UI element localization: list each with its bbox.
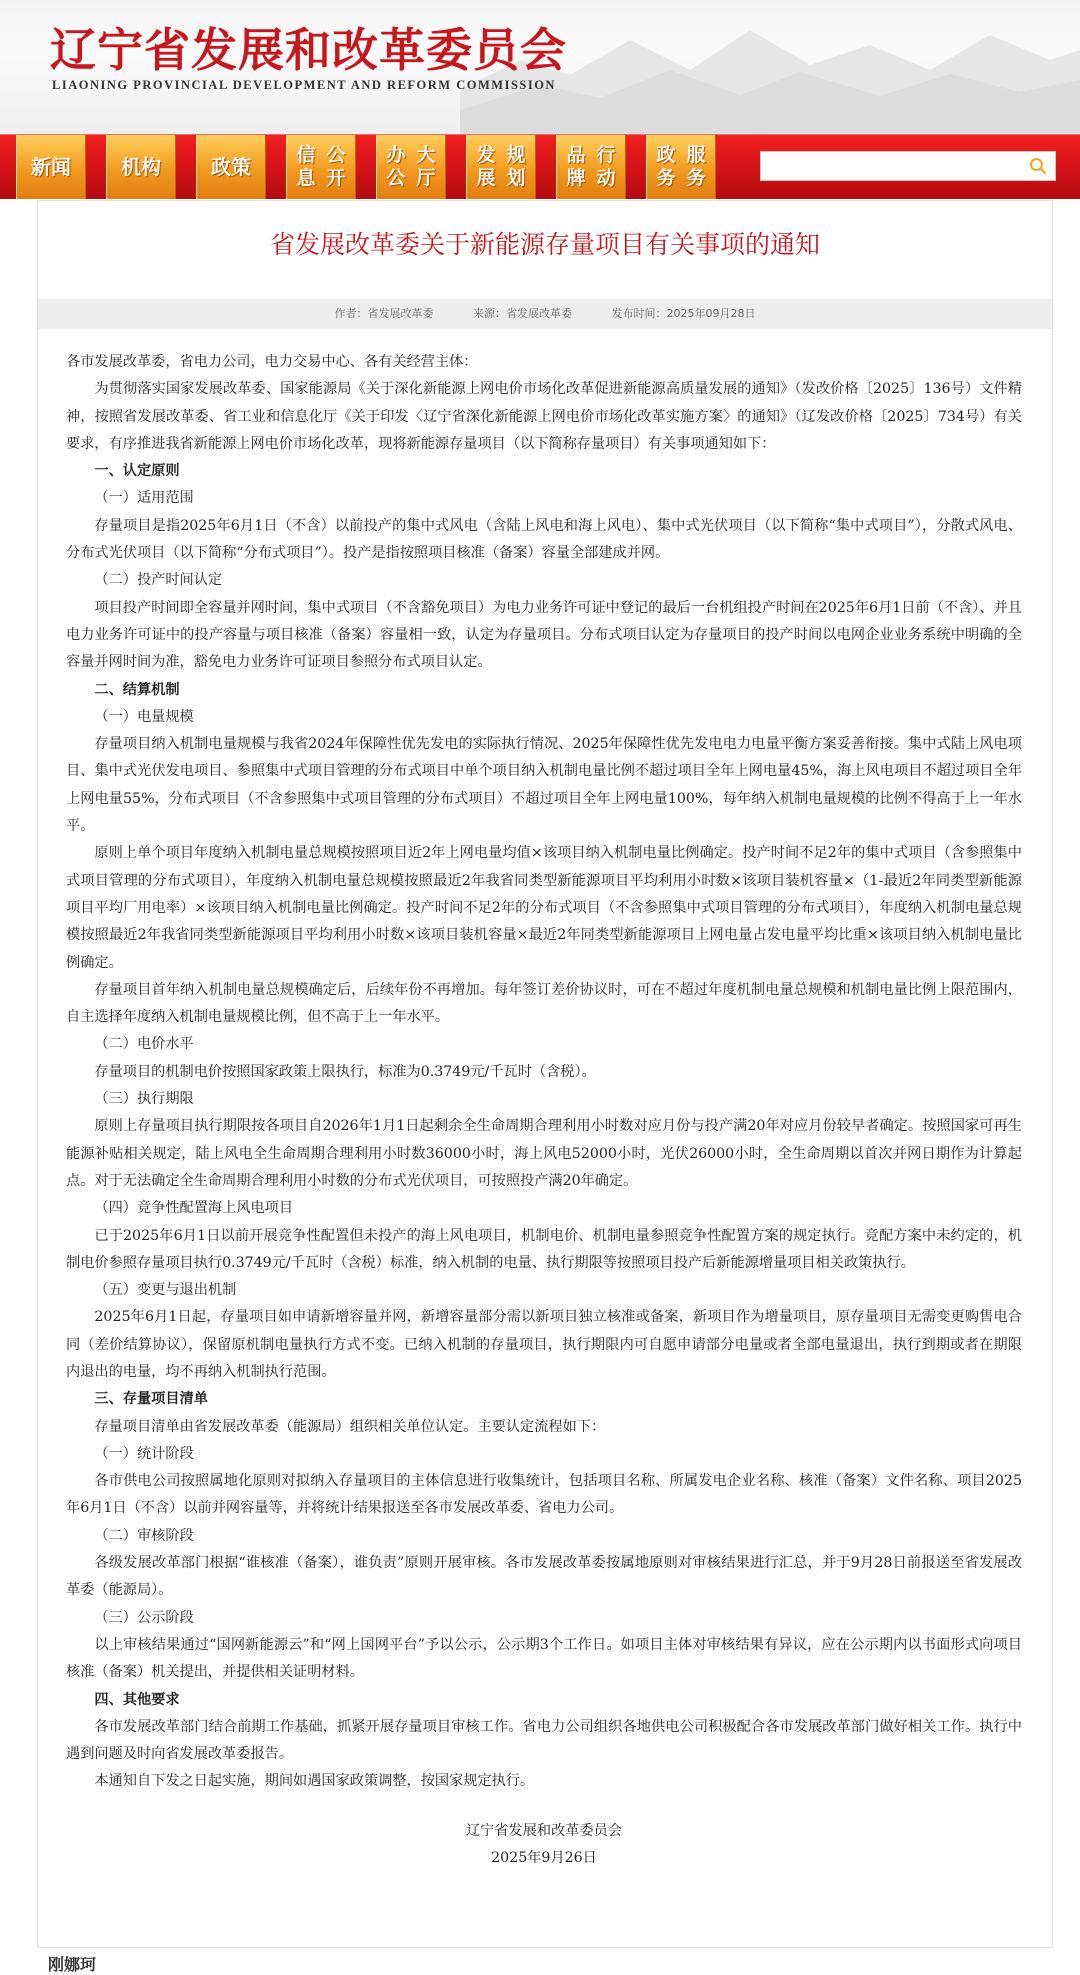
nav-item-3[interactable] bbox=[286, 135, 356, 199]
nav-item-label-line2: 服务 bbox=[686, 144, 706, 189]
site-subtitle-en: LIAONING PROVINCIAL DEVELOPMENT AND REFORM COMMISSION bbox=[52, 78, 556, 92]
section-heading: 一、认定原则 bbox=[94, 463, 180, 480]
paragraph: 存量项目清单由省发展改革委（能源局）组织相关单位认定。主要认定流程如下： bbox=[94, 1418, 606, 1435]
paragraph: 已于2025年6月1日以前开展竞争性配置但未投产的海上风电项目，机制电价、机制电量参照竞争性配置方案的规定执行。竞配方案中未约定的，机制电价参照存量项目执行0.3749元/千瓦时（含税）标准，纳入机制的电量、执行期限等按照项目投产后新能源增量项目相关政策执行。 bbox=[66, 1227, 1022, 1271]
nav-item-0[interactable] bbox=[16, 135, 86, 199]
paragraph: 存量项目纳入机制电量规模与我省2024年保障性优先发电的实际执行情况、2025年保障性优先发电电力电量平衡方案妥善衔接。集中式陆上风电项目、集中式光伏发电项目、参照集中式项目管理的分布式项目中单个项目纳入机制电量比例不超过项目全年上网电量45%，海上风电项目不超过项目全年上网电量55%，分布式项目（不含参照集中式项目管理的分布式项目）不超过项目全年上网电量100%，每年纳入机制电量规模的比例不得高于上一年水平。 bbox=[66, 736, 1022, 835]
paragraph: 各市供电公司按照属地化原则对拟纳入存量项目的主体信息进行收集统计，包括项目名称、所属发电企业名称、核准（备案）文件名称、项目2025年6月1日（不含）以前并网容量等，并将统计结果报送至各市发展改革委、省电力公司。 bbox=[66, 1473, 1022, 1517]
nav-item-2[interactable] bbox=[196, 135, 266, 199]
article-body bbox=[66, 349, 1022, 1872]
article-container bbox=[37, 200, 1053, 1948]
article-meta bbox=[38, 299, 1052, 329]
article-date: 发布时间：2025年09月28日 bbox=[611, 307, 756, 320]
paragraph: 以上审核结果通过“国网新能源云”和“网上国网平台”予以公示，公示期3个工作日。如项目主体对审核结果有异议，应在公示期内以书面形式向项目核准（备案）机关提出，并提供相关证明材料。 bbox=[66, 1636, 1022, 1681]
section-heading: 三、存量项目清单 bbox=[94, 1391, 208, 1408]
paragraph: 2025年6月1日起，存量项目如申请新增容量并网，新增容量部分需以新项目独立核准或备案，新项目作为增量项目，原存量项目无需变更购售电合同（差价结算协议），保留原机制电量执行方式不变。已纳入机制的存量项目，执行期限内可自愿申请部分电量或者全部电量退出，执行到期或者在期限内退出的电量，均不再纳入机制执行范围。 bbox=[66, 1309, 1022, 1380]
paragraph: 存量项目是指2025年6月1日（不含）以前投产的集中式风电（含陆上风电和海上风电）、集中式光伏项目（以下简称“集中式项目”），分散式风电、分布式光伏项目（以下简称“分布式项目”）。投产是指按照项目核准（备案）容量全部建成并网。 bbox=[66, 517, 1022, 562]
nav-item-label: 发展 bbox=[476, 144, 496, 189]
section-heading: （三）公示阶段 bbox=[94, 1609, 194, 1626]
nav-item-label: 政策 bbox=[211, 155, 251, 179]
paragraph: 各市发展改革部门结合前期工作基础，抓紧开展存量项目审核工作。省电力公司组织各地供电公司积极配合各市发展改革部门做好相关工作。执行中遇到问题及时向省发展改革委报告。 bbox=[66, 1718, 1022, 1763]
section-heading: （二）审核阶段 bbox=[94, 1527, 194, 1544]
nav-item-label-line2: 行动 bbox=[596, 144, 616, 189]
paragraph: 原则上存量项目执行期限按各项目自2026年1月1日起剩余全生命周期合理利用小时数对应月份与投产满20年对应月份较早者确定。按照国家可再生能源补贴相关规定，陆上风电全生命周期合理利用小时数36000小时，海上风电52000小时，光伏26000小时，全生命周期以首次并网日期作为计算起点。对于无法确定全生命周期合理利用小时数的分布式光伏项目，可按照投产满20年确定。 bbox=[66, 1118, 1022, 1189]
paragraph: 存量项目的机制电价按照国家政策上限执行，标准为0.3749元/千瓦时（含税）。 bbox=[94, 1063, 596, 1080]
paragraph: 存量项目首年纳入机制电量总规模确定后，后续年份不再增加。每年签订差价协议时，可在不超过年度机制电量总规模和机制电量比例上限范围内，自主选择年度纳入机制电量规模比例，但不高于上一年水平。 bbox=[66, 981, 1022, 1026]
section-heading: （四）竞争性配置海上风电项目 bbox=[94, 1200, 294, 1217]
article-source: 来源：省发展改革委 bbox=[473, 307, 572, 320]
site-title: 辽宁省发展和改革委员会 bbox=[50, 23, 567, 77]
site-banner bbox=[0, 0, 1080, 134]
nav-item-5[interactable] bbox=[466, 135, 536, 199]
nav-item-label: 政务 bbox=[656, 144, 676, 189]
nav-menu bbox=[16, 135, 716, 199]
nav-item-4[interactable] bbox=[376, 135, 446, 199]
nav-item-7[interactable] bbox=[646, 135, 716, 199]
section-heading: 二、结算机制 bbox=[94, 681, 180, 698]
article-title: 省发展改革委关于新能源存量项目有关事项的通知 bbox=[269, 230, 820, 259]
paragraph: 本通知自下发之日起实施，期间如遇国家政策调整，按国家规定执行。 bbox=[94, 1773, 535, 1790]
section-heading: （二）投产时间认定 bbox=[94, 572, 223, 589]
search-icon[interactable] bbox=[1029, 157, 1047, 175]
section-heading: （三）执行期限 bbox=[94, 1091, 194, 1108]
nav-item-1[interactable] bbox=[106, 135, 176, 199]
search-box bbox=[760, 151, 1056, 181]
nav-item-label-line2: 规划 bbox=[506, 144, 526, 189]
nav-item-label: 办公 bbox=[386, 144, 406, 189]
section-heading: （二）电价水平 bbox=[94, 1036, 194, 1053]
section-heading: （一）统计阶段 bbox=[94, 1445, 194, 1462]
signature-line: 2025年9月26日 bbox=[491, 1850, 597, 1867]
paragraph: 原则上单个项目年度纳入机制电量总规模按照项目近2年上网电量均值×该项目纳入机制电量比例确定。投产时间不足2年的集中式项目（含参照集中式项目管理的分布式项目），年度纳入机制电量总规模按照最近2年我省同类型新能源项目平均利用小时数×该项目装机容量×（1-最近2年同类型新能源项目平均厂用电率）×该项目纳入机制电量比例确定。投产时间不足2年的分布式项目（不含参照集中式项目管理的分布式项目），年度纳入机制电量总规模按照最近2年我省同类型新能源项目平均利用小时数×该项目装机容量×最近2年同类型新能源项目上网电量占发电量平均比重×该项目纳入机制电量比例确定。 bbox=[66, 845, 1022, 971]
footer-logo: 刚娜珂 bbox=[48, 1955, 97, 1974]
paragraph: 各级发展改革部门根据“谁核准（备案），谁负责”原则开展审核。各市发展改革委按属地原则对审核结果进行汇总，并于9月28日前报送至省发展改革委（能源局）。 bbox=[66, 1555, 1022, 1599]
nav-item-label: 新闻 bbox=[31, 155, 71, 179]
nav-item-label: 信息 bbox=[296, 144, 316, 189]
article-author: 作者：省发展改革委 bbox=[334, 307, 434, 320]
section-heading: （五）变更与退出机制 bbox=[94, 1282, 237, 1299]
nav-item-6[interactable] bbox=[556, 135, 626, 199]
section-heading: （一）电量规模 bbox=[94, 708, 194, 725]
paragraph: 各市发展改革委，省电力公司，电力交易中心、各有关经营主体： bbox=[66, 354, 478, 370]
main-navbar bbox=[0, 134, 1080, 199]
section-heading: （一）适用范围 bbox=[94, 490, 194, 507]
nav-item-label: 品牌 bbox=[566, 144, 586, 189]
nav-item-label: 机构 bbox=[121, 155, 161, 179]
nav-item-label-line2: 大厅 bbox=[416, 144, 436, 189]
section-heading: 四、其他要求 bbox=[94, 1691, 180, 1708]
paragraph: 为贯彻落实国家发展改革委、国家能源局《关于深化新能源上网电价市场化改革促进新能源高质量发展的通知》（发改价格〔2025〕136号）文件精神，按照省发展改革委、省工业和信息化厅《关于印发〈辽宁省深化新能源上网电价市场化改革实施方案〉的通知》（辽发改价格〔2025〕734号）有关要求，有序推进我省新能源上网电价市场化改革，现将新能源存量项目（以下简称存量项目）有关事项通知如下： bbox=[66, 381, 1022, 452]
search-input[interactable] bbox=[761, 152, 1035, 180]
paragraph: 项目投产时间即全容量并网时间，集中式项目（不含豁免项目）为电力业务许可证中登记的最后一台机组投产时间在2025年6月1日前（不含）、并且电力业务许可证中的投产容量与项目核准（备案）容量相一致，认定为存量项目。分布式项目认定为存量项目的投产时间以电网企业业务系统中明确的全容量并网时间为准，豁免电力业务许可证项目参照分布式项目认定。 bbox=[66, 599, 1022, 671]
signature-line: 辽宁省发展和改革委员会 bbox=[465, 1822, 623, 1839]
nav-item-label-line2: 公开 bbox=[326, 144, 346, 189]
